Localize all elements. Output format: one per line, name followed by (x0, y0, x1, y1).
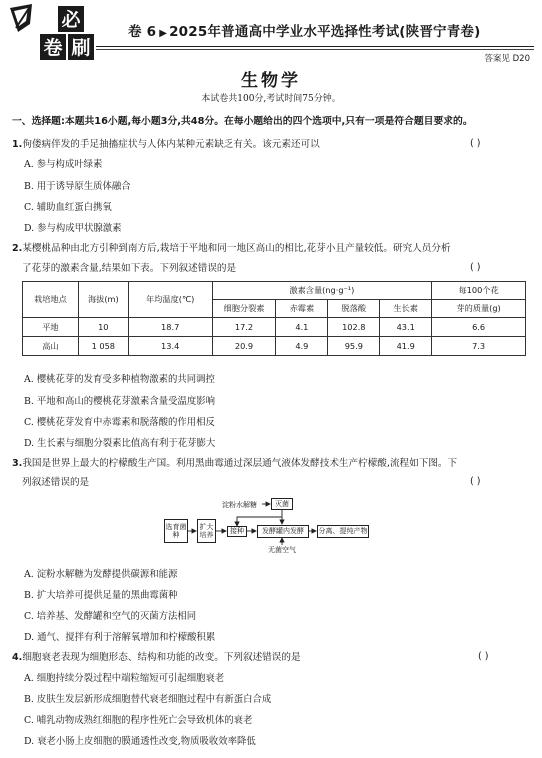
title-text: 2025年普通高中学业水平选择性考试(陕晋宁青卷) (169, 24, 481, 40)
flow-separate: 分离、提纯产物 (317, 525, 369, 538)
table-cell: 41.9 (380, 337, 432, 356)
q3-stem-line1 (12, 457, 457, 470)
process-flow-diagram (0, 495, 542, 561)
logo-char-bi: 必 (61, 9, 81, 31)
q1-stem (12, 138, 320, 151)
answer-reference: 答案见 D20 (484, 54, 530, 64)
table-cell: 13.4 (128, 337, 212, 356)
flow-expand-culture: 扩大培养 (197, 519, 216, 543)
flow-sterilize: 灭菌 (271, 498, 293, 510)
q3-answer-blank: ( ) (470, 476, 481, 487)
hormone-table (22, 281, 526, 356)
q4-answer-blank: ( ) (478, 651, 489, 662)
q2-option-d: D. 生长素与细胞分裂素比值高有利于花芽膨大 (24, 438, 216, 449)
subject-title: 生物学 (241, 71, 301, 91)
q1-option-d: D. 参与构成甲状腺激素 (24, 223, 122, 234)
q2-option-a: A. 樱桃花芽的发育受多种植物激素的共同调控 (24, 374, 215, 385)
flow-select-strain: 选育菌种 (164, 519, 188, 543)
col-mass-line1: 每100个花 (432, 282, 526, 300)
logo-char-shua: 刷 (71, 37, 91, 59)
table-cell: 20.9 (212, 337, 276, 356)
q4-stem (12, 651, 301, 664)
table-cell: 18.7 (128, 318, 212, 337)
arrow-sterilize-branch-left (237, 510, 282, 525)
table-header-row (23, 282, 526, 300)
q4-option-c: C. 哺乳动物成熟红细胞的程序性死亡会导致机体的衰老 (24, 715, 253, 726)
q3-option-c: C. 培养基、发酵罐和空气的灭菌方法相同 (24, 611, 197, 622)
logo-char-juan: 卷 (43, 37, 63, 59)
table-cell: 高山 (23, 337, 79, 356)
table-cell: 4.1 (276, 318, 328, 337)
q2-option-c: C. 樱桃花芽发育中赤霉素和脱落酸的作用相反 (24, 417, 215, 428)
table-cell: 7.3 (432, 337, 526, 356)
flow-air-label: 无菌空气 (268, 546, 296, 554)
exam-title (128, 20, 481, 40)
q1-stem-text: 佝偻病伴发的手足抽搐症状与人体内某种元素缺乏有关。该元素还可以 (22, 139, 320, 150)
table-cell: 102.8 (328, 318, 380, 337)
q4-stem-text: 细胞衰老表现为细胞形态、结构和功能的改变。下列叙述错误的是 (22, 652, 301, 663)
table-cell: 95.9 (328, 337, 380, 356)
col-hormone-group: 激素含量(ng·g⁻¹) (212, 282, 432, 300)
q2-answer-blank: ( ) (470, 262, 481, 273)
triangle-pointer-icon: ▶ (159, 28, 168, 39)
exam-info: 本试卷共100分,考试时间75分钟。 (201, 94, 341, 104)
header-rule-thin (96, 49, 534, 50)
table-row (23, 337, 526, 356)
col-cytokinin: 细胞分裂素 (212, 300, 276, 318)
col-auxin: 生长素 (380, 300, 432, 318)
q1-option-a: A. 参与构成叶绿素 (24, 159, 103, 170)
q3-stem-text1: 我国是世界上最大的柠檬酸生产国。利用黑曲霉通过深层通气液体发酵技术生产柠檬酸,流程如下图。下 (22, 458, 458, 469)
q1-number: 1. (12, 139, 23, 150)
q4-option-d: D. 衰老小肠上皮细胞的膜通透性改变,物质吸收效率降低 (24, 736, 256, 747)
col-abscisic-acid: 脱落酸 (328, 300, 380, 318)
table-cell: 17.2 (212, 318, 276, 337)
flow-ferment: 发酵罐内发酵 (257, 525, 309, 538)
table-cell: 4.9 (276, 337, 328, 356)
brand-logo (4, 2, 102, 62)
table-cell: 10 (78, 318, 128, 337)
q3-option-d: D. 通气、搅拌有利于溶解氧增加和柠檬酸积累 (24, 632, 216, 643)
col-altitude: 海拔(m) (78, 282, 128, 318)
header-rule (96, 46, 534, 47)
q3-stem-line2: 列叙述错误的是 (22, 477, 90, 488)
col-temperature: 年均温度(℃) (128, 282, 212, 318)
col-mass-line2: 芽的质量(g) (432, 300, 526, 318)
table-cell: 43.1 (380, 318, 432, 337)
q3-option-a: A. 淀粉水解糖为发酵提供碳源和能源 (24, 569, 178, 580)
q1-option-c: C. 辅助血红蛋白携氧 (24, 202, 112, 213)
q2-number: 2. (12, 243, 23, 254)
q3-option-b: B. 扩大培养可提供足量的黑曲霉菌种 (24, 590, 178, 601)
q3-number: 3. (12, 458, 23, 469)
q2-stem-text1: 某樱桃品种由北方引种到南方后,栽培于平地和同一地区高山的相比,花芽小且产量较低。研究人员分析 (22, 243, 451, 254)
flow-inoculate: 接种 (227, 526, 247, 537)
table-row (23, 318, 526, 337)
q4-option-b: B. 皮肤生发层新形成细胞替代衰老细胞过程中有新蛋白合成 (24, 694, 272, 705)
table-cell: 1 058 (78, 337, 128, 356)
q2-stem-line1 (12, 242, 451, 255)
q2-option-b: B. 平地和高山的樱桃花芽激素含量受温度影响 (24, 396, 215, 407)
table-cell: 平地 (23, 318, 79, 337)
q4-number: 4. (12, 652, 23, 663)
q1-answer-blank: ( ) (470, 138, 481, 149)
table-cell: 6.6 (432, 318, 526, 337)
q4-option-a: A. 细胞持续分裂过程中端粒缩短可引起细胞衰老 (24, 673, 225, 684)
title-prefix: 卷 6 (128, 24, 157, 40)
col-site: 栽培地点 (23, 282, 79, 318)
page-header (0, 0, 542, 64)
flow-starch-label: 淀粉水解糖 (222, 501, 257, 509)
q2-stem-line2: 了花芽的激素含量,结果如下表。下列叙述错误的是 (22, 263, 237, 274)
section-heading: 一、选择题:本题共16小题,每小题3分,共48分。在每小题给出的四个选项中,只有一项是符合题目要求的。 (12, 116, 473, 127)
q1-option-b: B. 用于诱导原生质体融合 (24, 181, 131, 192)
col-gibberellin: 赤霉素 (276, 300, 328, 318)
